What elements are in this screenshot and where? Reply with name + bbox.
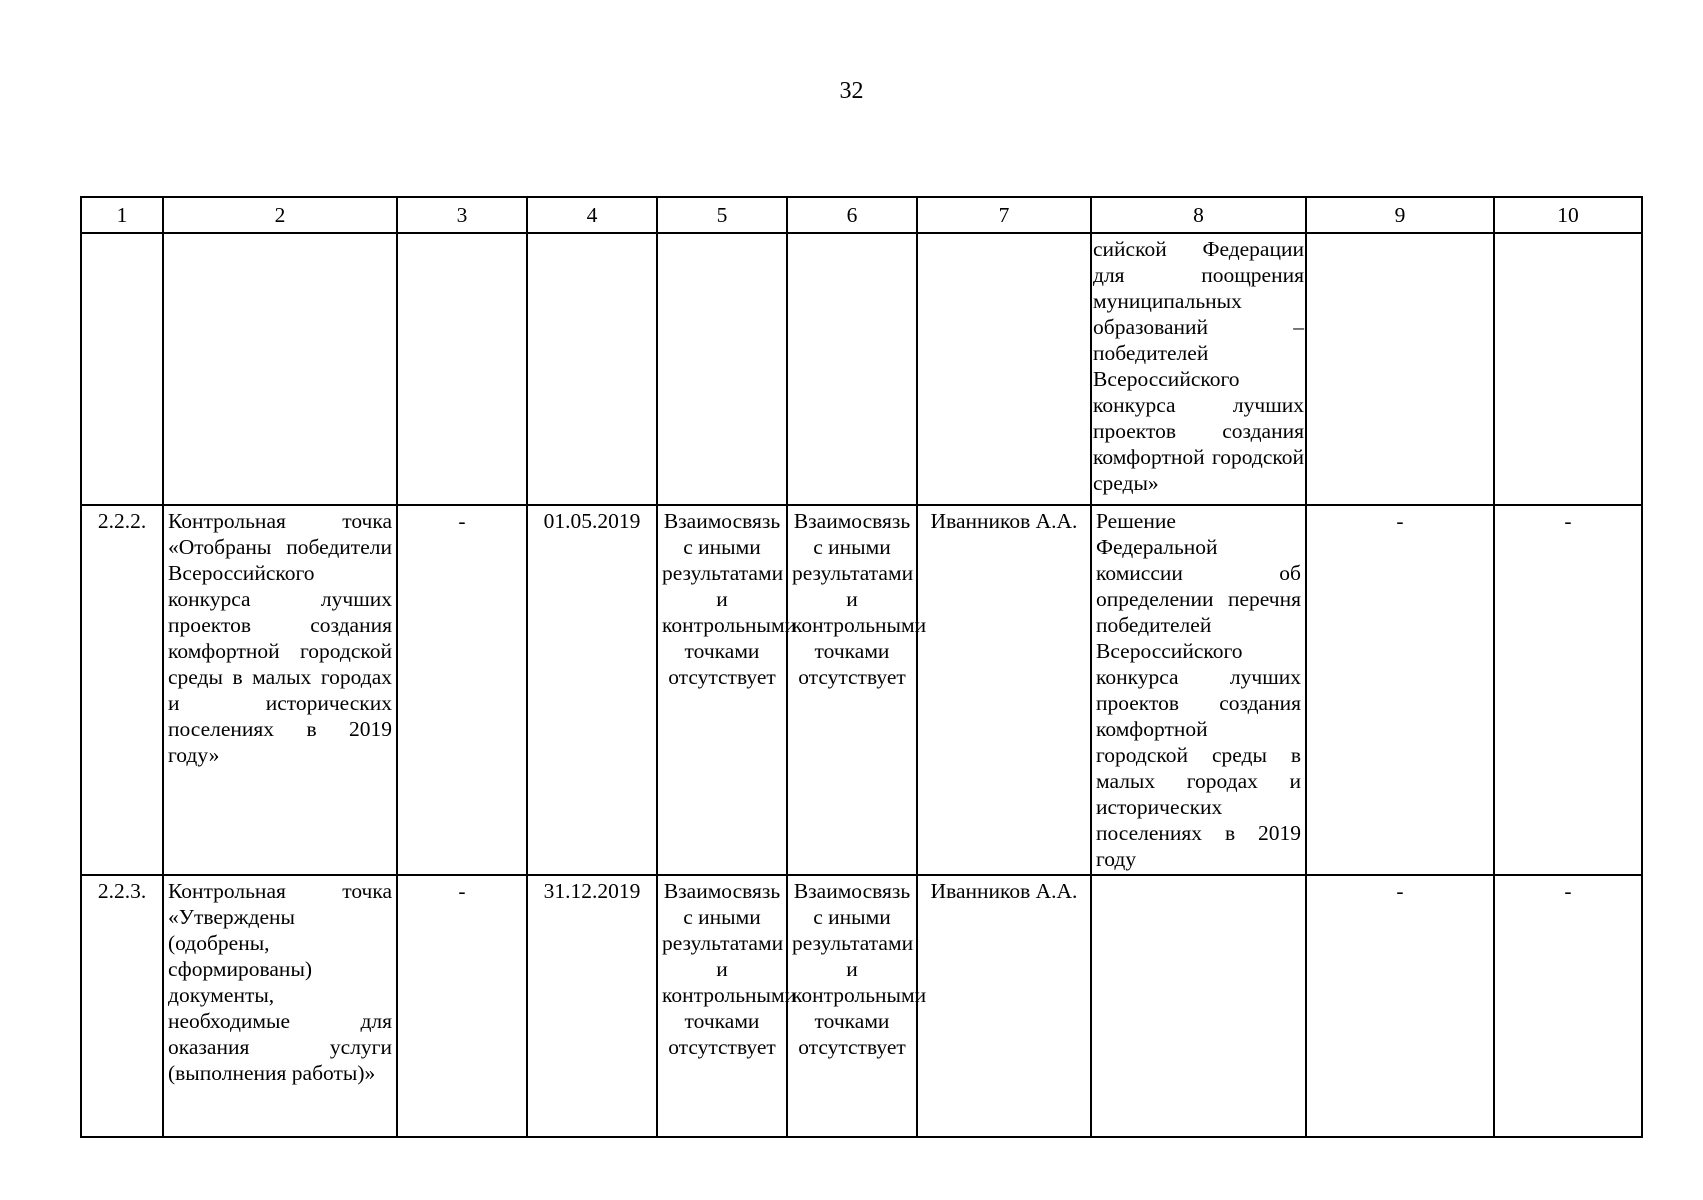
table-header-row (81, 197, 1642, 233)
cell-empty (81, 233, 163, 505)
cell-start-date: - (397, 505, 527, 875)
cell-start-date: - (397, 875, 527, 1137)
cell-empty (787, 233, 917, 505)
cell-empty (1306, 233, 1494, 505)
cell-level: - (1306, 875, 1494, 1137)
cell-predecessor: Взаимосвязь с иными результатами и контрольными точками отсутствует (657, 875, 787, 1137)
cell-empty (1494, 233, 1642, 505)
cell-empty (397, 233, 527, 505)
header-col-7: 7 (917, 197, 1091, 233)
cell-name: Контрольная точка «Отобраны победители Всероссийского конкурса лучших проектов создания комфортной городской среды в малых городах и исторических поселениях в 2019 году» (163, 505, 397, 875)
header-col-1: 1 (81, 197, 163, 233)
header-col-6: 6 (787, 197, 917, 233)
cell-successor: Взаимосвязь с иными результатами и контрольными точками отсутствует (787, 505, 917, 875)
cell-end-date: 31.12.2019 (527, 875, 657, 1137)
cell-successor: Взаимосвязь с иными результатами и контрольными точками отсутствует (787, 875, 917, 1137)
cell-end-date: 01.05.2019 (527, 505, 657, 875)
cell-note: - (1494, 505, 1642, 875)
table-row-continuation (81, 233, 1642, 505)
control-points-table (80, 196, 1643, 1138)
cell-predecessor: Взаимосвязь с иными результатами и контрольными точками отсутствует (657, 505, 787, 875)
header-col-5: 5 (657, 197, 787, 233)
header-col-8: 8 (1091, 197, 1306, 233)
page-number: 32 (839, 78, 864, 104)
table-row (81, 875, 1642, 1137)
header-col-3: 3 (397, 197, 527, 233)
header-col-2: 2 (163, 197, 397, 233)
cell-empty (527, 233, 657, 505)
cell-responsible: Иванников А.А. (917, 505, 1091, 875)
cell-result: Решение Федеральной комиссии об определении перечня победителей Всероссийского конкурса лучших проектов создания комфортной городской среды в малых городах и исторических поселениях в 2019 году (1091, 505, 1306, 875)
cell-note: - (1494, 875, 1642, 1137)
header-col-10: 10 (1494, 197, 1642, 233)
cell-responsible: Иванников А.А. (917, 875, 1091, 1137)
header-col-9: 9 (1306, 197, 1494, 233)
cell-number: 2.2.2. (81, 505, 163, 875)
cell-result-continuation: сийской Федерации для поощрения муниципальных образований – победителей Всероссийского конкурса лучших проектов создания комфортной городской среды» (1091, 233, 1306, 505)
cell-result (1091, 875, 1306, 1137)
cell-empty (917, 233, 1091, 505)
cell-level: - (1306, 505, 1494, 875)
table-row (81, 505, 1642, 875)
header-col-4: 4 (527, 197, 657, 233)
cell-empty (657, 233, 787, 505)
cell-number: 2.2.3. (81, 875, 163, 1137)
cell-name: Контрольная точка «Утверждены (одобрены, сформированы) документы, необходимые для оказания услуги (выполнения работы)» (163, 875, 397, 1137)
cell-empty (163, 233, 397, 505)
